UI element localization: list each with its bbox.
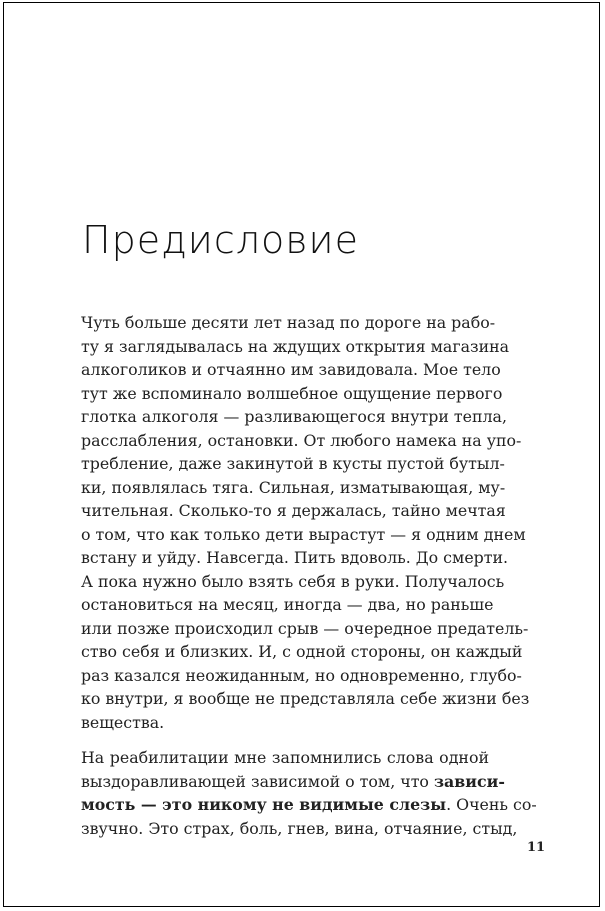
- text-line: расслабления, остановки. От любого намека на упо-: [81, 430, 522, 450]
- text-line: встану и уйду. Навсегда. Пить вдоволь. До смерти.: [81, 548, 509, 567]
- text-line: [81, 793, 537, 817]
- text-line: раз казался неожиданным, но одновременно, глубо-: [81, 665, 522, 685]
- text-line: о том, что как только дети вырастут — я одним днем: [81, 524, 526, 544]
- text-line: ко внутри, я вообще не представляла себе жизни без: [81, 689, 530, 708]
- text-line: ту я заглядывалась на ждущих открытия магазина: [81, 336, 510, 356]
- bold-phrase: мость — это никому не видимые слезы: [81, 795, 447, 814]
- text-line: звучно. Это страх, боль, гнев, вина, отчаяние, стыд,: [81, 818, 518, 838]
- text-line: тут же вспоминало волшебное ощущение первого: [81, 383, 503, 403]
- chapter-title: Предисловие: [82, 218, 359, 262]
- text-line: А пока нужно было взять себя в руки. Получалось: [81, 571, 505, 591]
- body-text: [81, 311, 537, 840]
- book-page: [3, 2, 600, 907]
- text-line: [81, 770, 505, 794]
- text-line: алкоголиков и отчаянно им завидовала. Мое тело: [81, 360, 501, 379]
- text-line: глотка алкоголя — разливающегося внутри тепла,: [81, 407, 507, 426]
- text-line: вещества.: [81, 712, 165, 732]
- text-line: остановиться на месяц, иногда — два, но раньше: [81, 595, 494, 614]
- text-line: На реабилитации мне запомнились слова одной: [81, 748, 489, 767]
- paragraph-2: [81, 746, 537, 840]
- text-line: требление, даже закинутой в кусты пустой бутыл-: [81, 454, 505, 473]
- text-line: ство себя и близких. И, с одной стороны, он каждый: [81, 642, 523, 661]
- text-line: чительная. Сколько-то я держалась, тайно мечтая: [81, 501, 506, 520]
- text-run: . Очень со-: [446, 795, 537, 814]
- text-line: ки, появлялась тяга. Сильная, изматывающая, му-: [81, 477, 506, 497]
- bold-phrase: зависи-: [433, 771, 505, 791]
- paragraph-1: [81, 311, 530, 734]
- text-line: Чуть больше десяти лет назад по дороге на рабо-: [81, 313, 496, 332]
- page-number: 11: [527, 840, 546, 855]
- text-line: или позже происходил срыв — очередное предатель-: [81, 618, 529, 638]
- text-run: выздоравливающей зависимой о том, что: [81, 771, 434, 791]
